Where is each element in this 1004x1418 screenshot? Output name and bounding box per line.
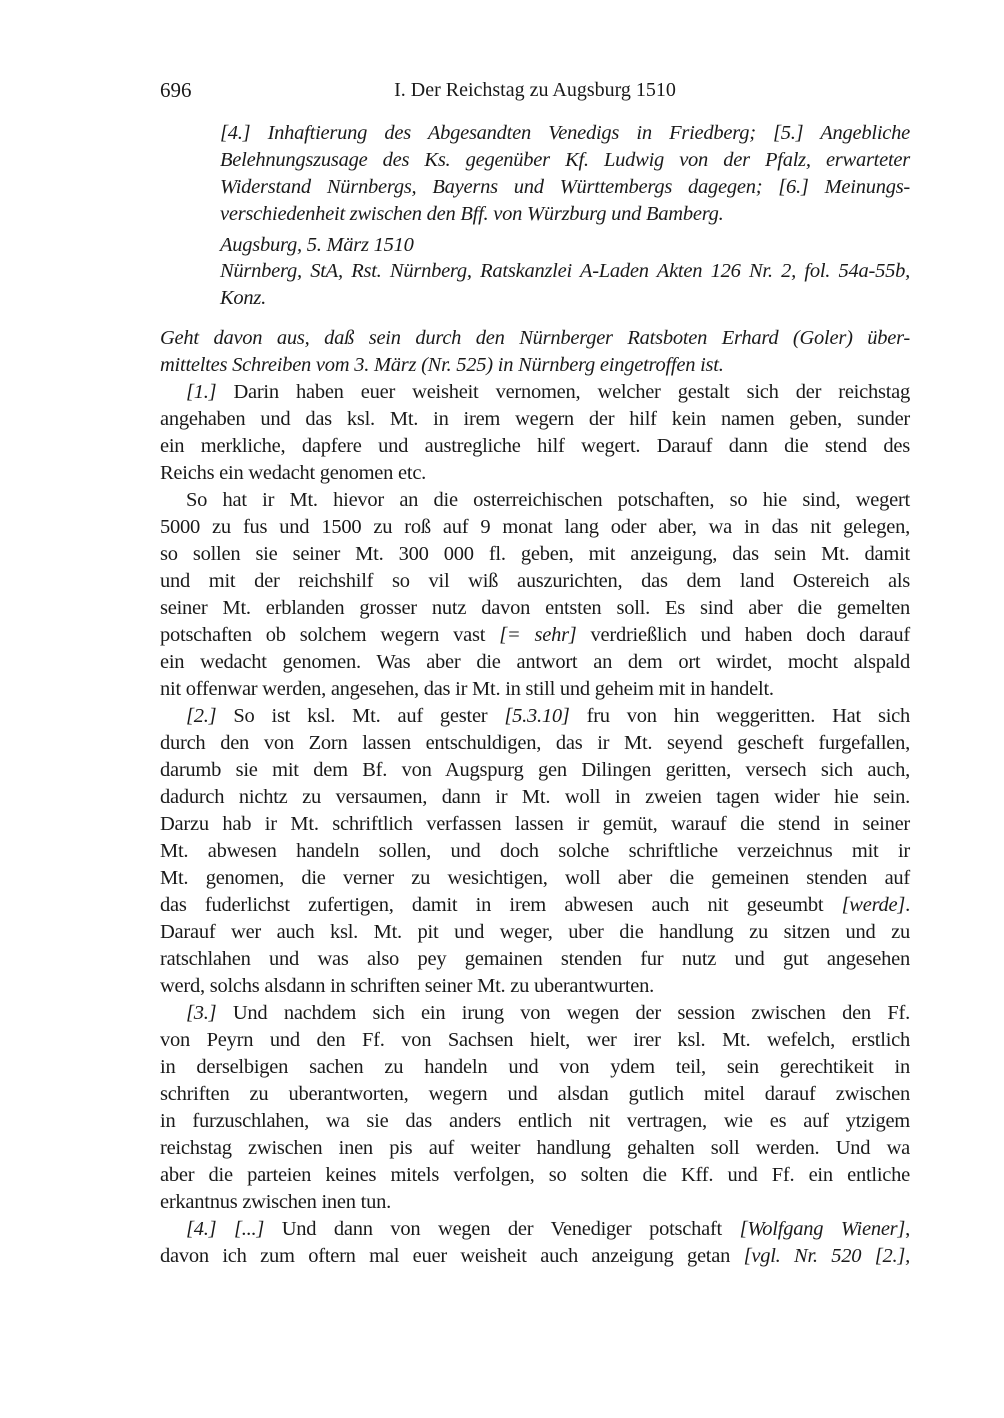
text-line [160,352,910,379]
text-segment: 5000 zu fus und 1500 zu roß auf 9 monat lang oder aber, wa in das nit gelegen, [160,516,910,538]
text-segment: fru von hin weggeritten. Hat sich [569,705,911,727]
text-segment: seiner Mt. erblanden grosser nutz davon entsten soll. Es sind aber die gemelten [160,597,910,619]
text-segment: ratschlahen und was also pey gemainen stenden fur nutz und gut angesehen [160,948,910,970]
italic-text: [2.] [186,705,217,727]
text-segment: schriften zu uberantworten, wegern und alsdan gutlich mitel darauf zwischen [160,1083,910,1105]
text-segment: . [905,894,910,916]
text-line [160,433,910,460]
text-segment: Darzu hab ir Mt. schriftlich verfassen lassen ir gemüt, warauf die stend in seiner [160,813,910,835]
text-line [160,1162,910,1189]
text-segment: verdrießlich und haben doch darauf [576,624,911,646]
text-line [220,285,910,312]
text-segment: dadurch nichtz zu versaumen, dann ir Mt. woll in zweien tagen wider hie sein. [160,786,910,808]
text-line [160,1108,910,1135]
text-line [160,1000,910,1027]
text-line [160,406,910,433]
text-line [160,1081,910,1108]
page-number: 696 [160,78,192,102]
italic-text: Geht davon aus, daß sein durch den Nürnberger Ratsboten Erhard (Goler) über- [160,327,910,349]
text-segment: aber die parteien keines mitels verfolgen, so solten die Kff. und Ff. ein entliche [160,1164,910,1186]
text-line [160,568,910,595]
italic-text: [5.3.10] [504,705,570,727]
text-segment: potschaften ob solchem wegern vast [160,624,500,646]
regest-summary [220,120,910,228]
italic-text: [Wolfgang Wiener] [739,1218,906,1240]
text-segment: das fuderlichst zufertigen, damit in irem abwesen auch nit geseumbt [160,894,842,916]
text-segment: Und dann von wegen der Venediger potschaft [264,1218,740,1240]
italic-text: mitteltes Schreiben vom 3. März (Nr. 525) in Nürnberg eingetroffen ist. [160,354,724,376]
paragraph [160,703,910,1000]
text-line [220,147,910,174]
text-segment: in furzuschlahen, wa sie das anders entlich nit vertragen, wie es auf ytzigem [160,1110,910,1132]
text-segment: Darin haben euer weisheit vernomen, welcher gestalt sich der reichstag [216,381,910,403]
italic-text: [4.] Inhaftierung des Abgesandten Venedigs in Friedberg; [5.] Angebliche [220,122,910,144]
paragraph [160,487,910,703]
text-segment: Mt. genomen, die verner zu wesichtigen, woll aber die gemeinen stenden auf [160,867,910,889]
archival-source [220,258,910,312]
text-line [160,541,910,568]
text-segment: ein wedacht genomen. Was aber die antwort an dem ort wirdet, mocht alspald [160,651,910,673]
text-line [220,201,910,228]
text-segment: nit offenwar werden, angesehen, das ir Mt. in still und geheim mit in handelt. [160,678,774,700]
italic-text: Widerstand Nürnbergs, Bayerns und Württembergs dagegen; [6.] Meinungs- [220,176,910,198]
text-segment: so sollen sie seiner Mt. 300 000 fl. geben, mit anzeigung, das sein Mt. damit [160,543,910,565]
page-header [160,78,910,108]
text-line [160,784,910,811]
text-line [160,757,910,784]
text-line [160,811,910,838]
text-line [160,325,910,352]
italic-text: [1.] [186,381,217,403]
text-segment: in derselbigen sachen zu handeln und von ydem teil, sein gerechtikeit in [160,1056,910,1078]
text-segment: werd, solchs alsdann in schriften seiner Mt. zu uberantwurten. [160,975,655,997]
paragraph [160,1000,910,1216]
text-line [160,703,910,730]
text-line [160,730,910,757]
paragraph [160,325,910,379]
text-line [160,487,910,514]
text-line [160,379,910,406]
document-body [160,325,910,1270]
italic-text: verschiedenheit zwischen den Bff. von Würzburg und Bamberg. [220,203,724,225]
document-date [220,232,910,259]
text-line [160,1243,910,1270]
text-segment: von Peyrn und den Ff. von Sachsen hielt, wer irer ksl. Mt. wefelch, erstlich [160,1029,910,1051]
italic-text: Nürnberg, StA, Rst. Nürnberg, Ratskanzlei A-Laden Akten 126 Nr. 2, fol. 54a-55b, [220,260,910,282]
italic-text: Konz. [220,287,267,309]
text-line [160,865,910,892]
text-segment: ein merkliche, dapfere und austregliche hilf wegert. Darauf dann die stend des [160,435,910,457]
italic-text: [= sehr] [499,624,577,646]
text-line [160,595,910,622]
text-segment: davon ich zum oftern mal euer weisheit auch anzeigung getan [160,1245,744,1267]
text-line [160,919,910,946]
paragraph [160,379,910,487]
text-segment: und mit der reichshilf so vil wiß auszurichten, das dem land Ostereich als [160,570,910,592]
text-line [160,1054,910,1081]
italic-text: [werde] [841,894,906,916]
text-segment: So hat ir Mt. hievor an die osterreichischen potschaften, so hie sind, wegert [186,489,910,511]
italic-text: [4.] [...] [186,1218,265,1240]
text-segment: , [905,1218,910,1240]
text-line [160,1135,910,1162]
text-line [160,1216,910,1243]
text-line [220,120,910,147]
text-segment: Reichs ein wedacht genomen etc. [160,462,427,484]
text-line [160,622,910,649]
italic-text: Augsburg, 5. März 1510 [220,234,414,256]
text-segment: Und nachdem sich ein irung von wegen der session zwischen den Ff. [216,1002,910,1024]
text-line [160,838,910,865]
paragraph [160,1216,910,1270]
text-segment: erkantnus zwischen inen tun. [160,1191,391,1213]
text-line [160,946,910,973]
running-title: I. Der Reichstag zu Augsburg 1510 [394,79,676,101]
italic-text: [3.] [186,1002,217,1024]
text-line [220,258,910,285]
text-line [160,1189,910,1216]
text-line [160,892,910,919]
text-segment: darumb sie mit dem Bf. von Augspurg gen Dilingen geritten, versech sich auch, [160,759,910,781]
italic-text: [vgl. Nr. 520 [2.], [743,1245,910,1267]
text-segment: Mt. abwesen handeln sollen, und doch solche schriftliche verzeichnus mit ir [160,840,910,862]
text-line [160,649,910,676]
text-segment: reichstag zwischen inen pis auf weiter handlung gehalten soll werden. Und wa [160,1137,910,1159]
text-line [160,973,910,1000]
text-line [160,676,910,703]
text-segment: angehaben und das ksl. Mt. in irem wegern der hilf kein namen geben, sunder [160,408,910,430]
text-segment: Darauf wer auch ksl. Mt. pit und weger, uber die handlung zu sitzen und zu [160,921,910,943]
italic-text: Belehnungszusage des Ks. gegenüber Kf. Ludwig von der Pfalz, erwarteter [220,149,910,171]
text-line [160,514,910,541]
text-line [160,460,910,487]
text-line [220,232,910,259]
text-line [160,1027,910,1054]
text-line [220,174,910,201]
text-segment: So ist ksl. Mt. auf gester [216,705,505,727]
text-segment: durch den von Zorn lassen entschuldigen, das ir Mt. seyend gescheft furgefallen, [160,732,910,754]
